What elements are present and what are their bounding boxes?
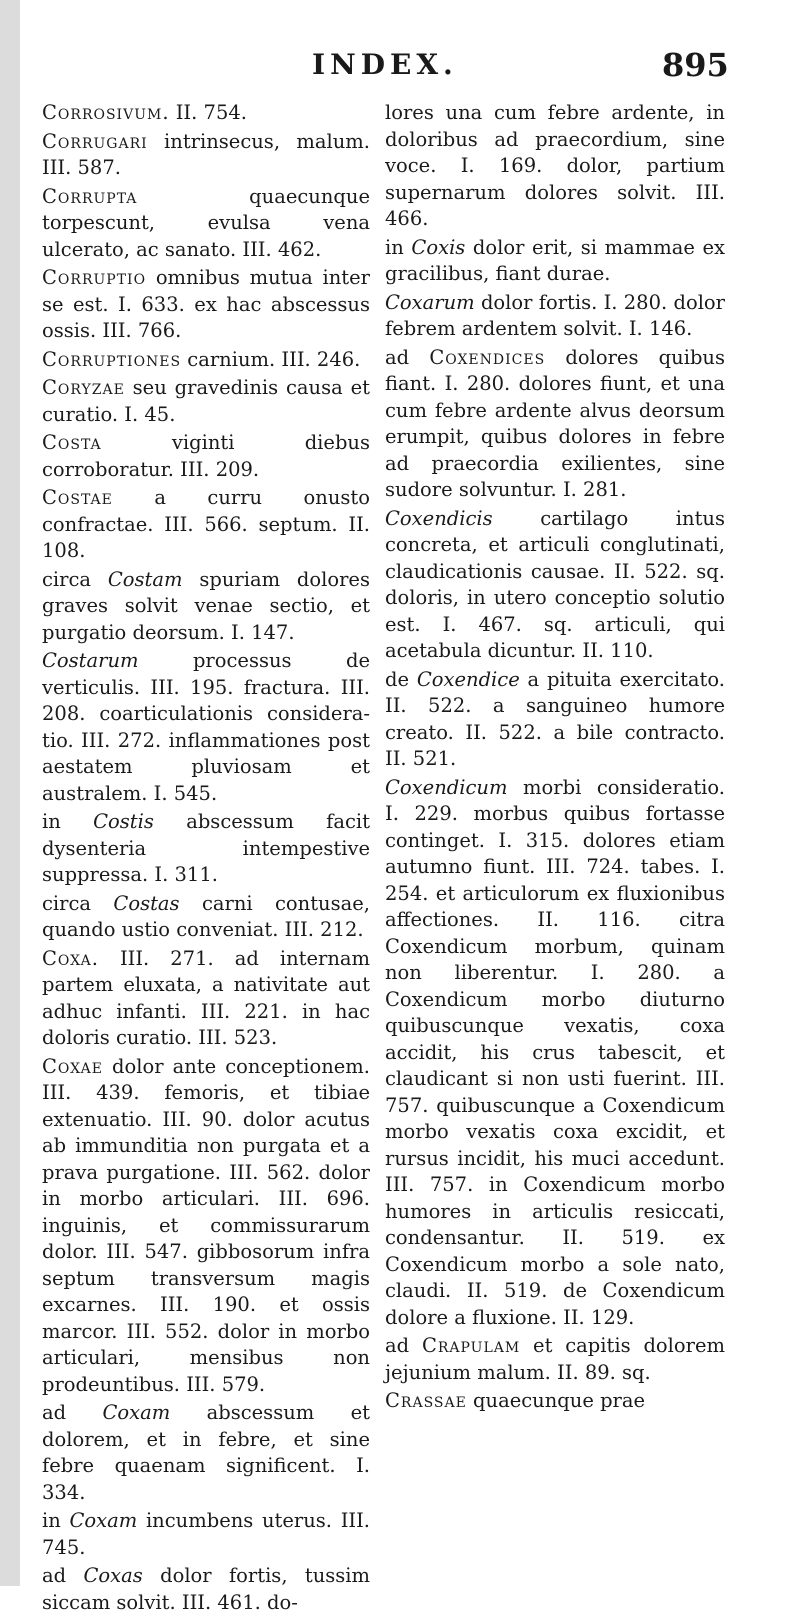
entry-text: carni contusae, quando ustio conveniat. III. 212.: [42, 891, 370, 941]
entry-prefix: in: [42, 810, 94, 833]
running-head: INDEX.: [312, 48, 458, 81]
entry-text: omnibus mutua inter se est. I. 633. ex hac abscessus ossis. III. 766.: [42, 266, 370, 342]
entry-headword: Corrugari: [42, 129, 148, 153]
entry-headword: Costae: [42, 486, 113, 509]
entry-text: cartilago intus concreta, et articuli conglutinati, claudicationis causae. II. 522. sq. doloris, in utero conceptio solutio est. I. 467. sq. articuli, qui acetabula dicuntur. II. 110.: [385, 506, 725, 662]
entry-text: dolor ante conceptionem. III. 439. femoris, et tibiae extenuatio. III. 90. dolor acutus ab immunditia non purgata et a prava purgatione. III. 562. dolor in morbo articulari. III. 696. inguinis, et commissurarum dolor. III. 547. gibbosorum infra septum transversum magis excarnes. III. 190. et ossis marcor. III. 552. dolor in morbo articulari, mensibus non prodeuntibus. III. 579.: [42, 1054, 370, 1396]
index-entry: [385, 235, 725, 288]
entry-text: quaecunque prae: [466, 1389, 646, 1412]
entry-text: incumbens uterus. III. 745.: [42, 1509, 370, 1559]
index-entry: [42, 1508, 370, 1561]
entry-headword: Coryzae: [42, 376, 125, 399]
index-entry: [42, 430, 370, 483]
entry-text: intrinsecus, malum. III. 587.: [42, 129, 370, 179]
index-entry: [385, 290, 725, 343]
entry-prefix: in: [42, 1509, 70, 1532]
entry-text: dolor erit, si mammae ex gracilibus, fiant durae.: [385, 235, 725, 285]
page-header: [0, 44, 800, 104]
entry-headword: Costa: [42, 431, 102, 454]
entry-headword-italic: Coxendicum: [385, 775, 508, 799]
entry-text: quaecunque torpescunt, evulsa vena ulcerato, ac sanato. III. 462.: [42, 184, 370, 261]
entry-prefix: ad: [42, 1564, 84, 1587]
entry-text: II. 754.: [169, 101, 247, 124]
entry-headword-italic: Coxam: [102, 1401, 171, 1424]
index-entry: [42, 1563, 370, 1616]
entry-headword-italic: Costis: [93, 810, 154, 833]
index-entry: [42, 648, 370, 807]
entry-headword: Corrosivum.: [42, 101, 170, 124]
entry-prefix: circa: [42, 891, 114, 915]
index-entry: [42, 375, 370, 428]
entry-prefix: de: [385, 667, 417, 691]
index-entry: [42, 567, 370, 647]
entry-headword-italic: Coxas: [83, 1564, 143, 1587]
entry-text: dolores quibus fiant. I. 280. dolores fiunt, et una cum febre ardente alvus deorsum erumpit, quibus dolores in febre ad praecordia exilientes, sine sudore solvuntur. I. 281.: [385, 345, 725, 501]
left-column: [42, 100, 370, 1614]
entry-headword-italic: Costas: [113, 891, 180, 915]
entry-prefix: ad: [385, 1334, 422, 1357]
entry-text: dolor fortis, tussim siccam solvit. III. 461. do-: [42, 1564, 370, 1614]
index-entry: [42, 1400, 370, 1506]
index-entry: [385, 506, 725, 665]
entry-headword: Coxendices: [429, 345, 546, 369]
index-entry: [385, 1388, 725, 1415]
entry-text: spuriam dolores graves solvit venae sectio, et purgatio deorsum. I. 147.: [42, 567, 370, 644]
entry-headword: Corruptiones: [42, 347, 182, 371]
index-entry: [385, 100, 725, 233]
entry-text: viginti diebus corroboratur. III. 209.: [42, 431, 370, 481]
index-entry: [42, 1054, 370, 1399]
entry-prefix: ad: [42, 1401, 103, 1424]
entry-headword-italic: Coxam: [69, 1509, 138, 1532]
index-entry: [42, 946, 370, 1052]
index-entry: [42, 347, 370, 374]
entry-headword-italic: Coxis: [411, 235, 466, 259]
entry-headword-italic: Coxarum: [385, 290, 475, 314]
entry-prefix: circa: [42, 567, 108, 591]
index-entry: [385, 775, 725, 1332]
entry-text: morbi consideratio. I. 229. morbus quibus fortasse continget. I. 315. dolores etiam autumno fiunt. III. 724. tabes. I. 254. et articulorum ex fluxionibus affectiones. II. 116. citra Coxendicum morbum, quinam non liberentur. I. 280. a Coxendicum morbo diuturno quibuscunque vexatis, coxa accidit, his crus tabescit, et claudicant si non usti fuerint. III. 757. quibuscunque a Coxendicum morbo vexatis coxa excidit, et rursus incidit, his muci accedunt. III. 757. in Coxendicum morbo humores in articulis resiccati, condensantur. II. 519. ex Coxendicum morbo a sole nato, claudi. II. 519. de Coxendicum dolore a fluxione. II. 129.: [385, 775, 725, 1329]
page-edge: [0, 0, 20, 1586]
entry-text: lores una cum febre ardente, in doloribus ad praecordium, sine voce. I. 169. dolor, partium supernarum dolores solvit. III. 466.: [385, 101, 725, 230]
entry-headword: Coxae: [42, 1054, 103, 1078]
index-entry: [385, 345, 725, 504]
entry-text: abscessum et dolorem, et in febre, et sine febre quaenam significent. I. 334.: [42, 1401, 370, 1504]
entry-headword: Coxa.: [42, 946, 99, 970]
entry-headword-italic: Coxendice: [416, 667, 520, 691]
entry-headword-italic: Costarum: [42, 649, 139, 672]
entry-headword: Corrupta: [42, 184, 138, 208]
index-entry: [42, 485, 370, 565]
index-entry: [42, 265, 370, 345]
right-column: [385, 100, 725, 1580]
entry-headword: Corruptio: [42, 266, 147, 289]
entry-text: dolor fortis. I. 280. dolor febrem ardentem solvit. I. 146.: [385, 290, 725, 340]
entry-prefix: in: [385, 235, 412, 259]
entry-text: et capitis dolorem jejunium malum. II. 89. sq.: [385, 1334, 725, 1384]
entry-headword: Crapulam: [421, 1334, 521, 1357]
page-number: 895: [662, 46, 729, 84]
index-entry: [42, 891, 370, 944]
index-entry: [42, 809, 370, 889]
entry-text: III. 271. ad internam partem eluxata, a nativitate aut adhuc infanti. III. 221. in hac doloris curatio. III. 523.: [42, 946, 370, 1049]
entry-text: abscessum facit dysenteria intempestive suppressa. I. 311.: [42, 810, 370, 886]
entry-text: carnium. III. 246.: [181, 347, 361, 371]
entry-headword-italic: Costam: [107, 567, 183, 591]
index-entry: [42, 184, 370, 264]
entry-text: a pituita exercitato. II. 522. a sanguineo humore creato. II. 522. a bile contracto. II. 521.: [385, 667, 725, 770]
index-entry: [42, 100, 370, 127]
entry-text: a curru onusto confractae. III. 566. septum. II. 108.: [42, 486, 370, 562]
index-entry: [385, 667, 725, 773]
entry-headword: Crassae: [385, 1389, 467, 1412]
index-entry: [385, 1333, 725, 1386]
entry-headword-italic: Coxendicis: [385, 506, 493, 530]
entry-text: seu gravedinis causa et curatio. I. 45.: [42, 376, 370, 426]
entry-text: processus de verticulis. III. 195. fractura. III. 208. coarticulationis considera- tio. III. 272. inflammationes post aestatem pluviosam et australem. I. 545.: [42, 649, 370, 805]
entry-prefix: ad: [385, 345, 430, 369]
index-entry: [42, 129, 370, 182]
